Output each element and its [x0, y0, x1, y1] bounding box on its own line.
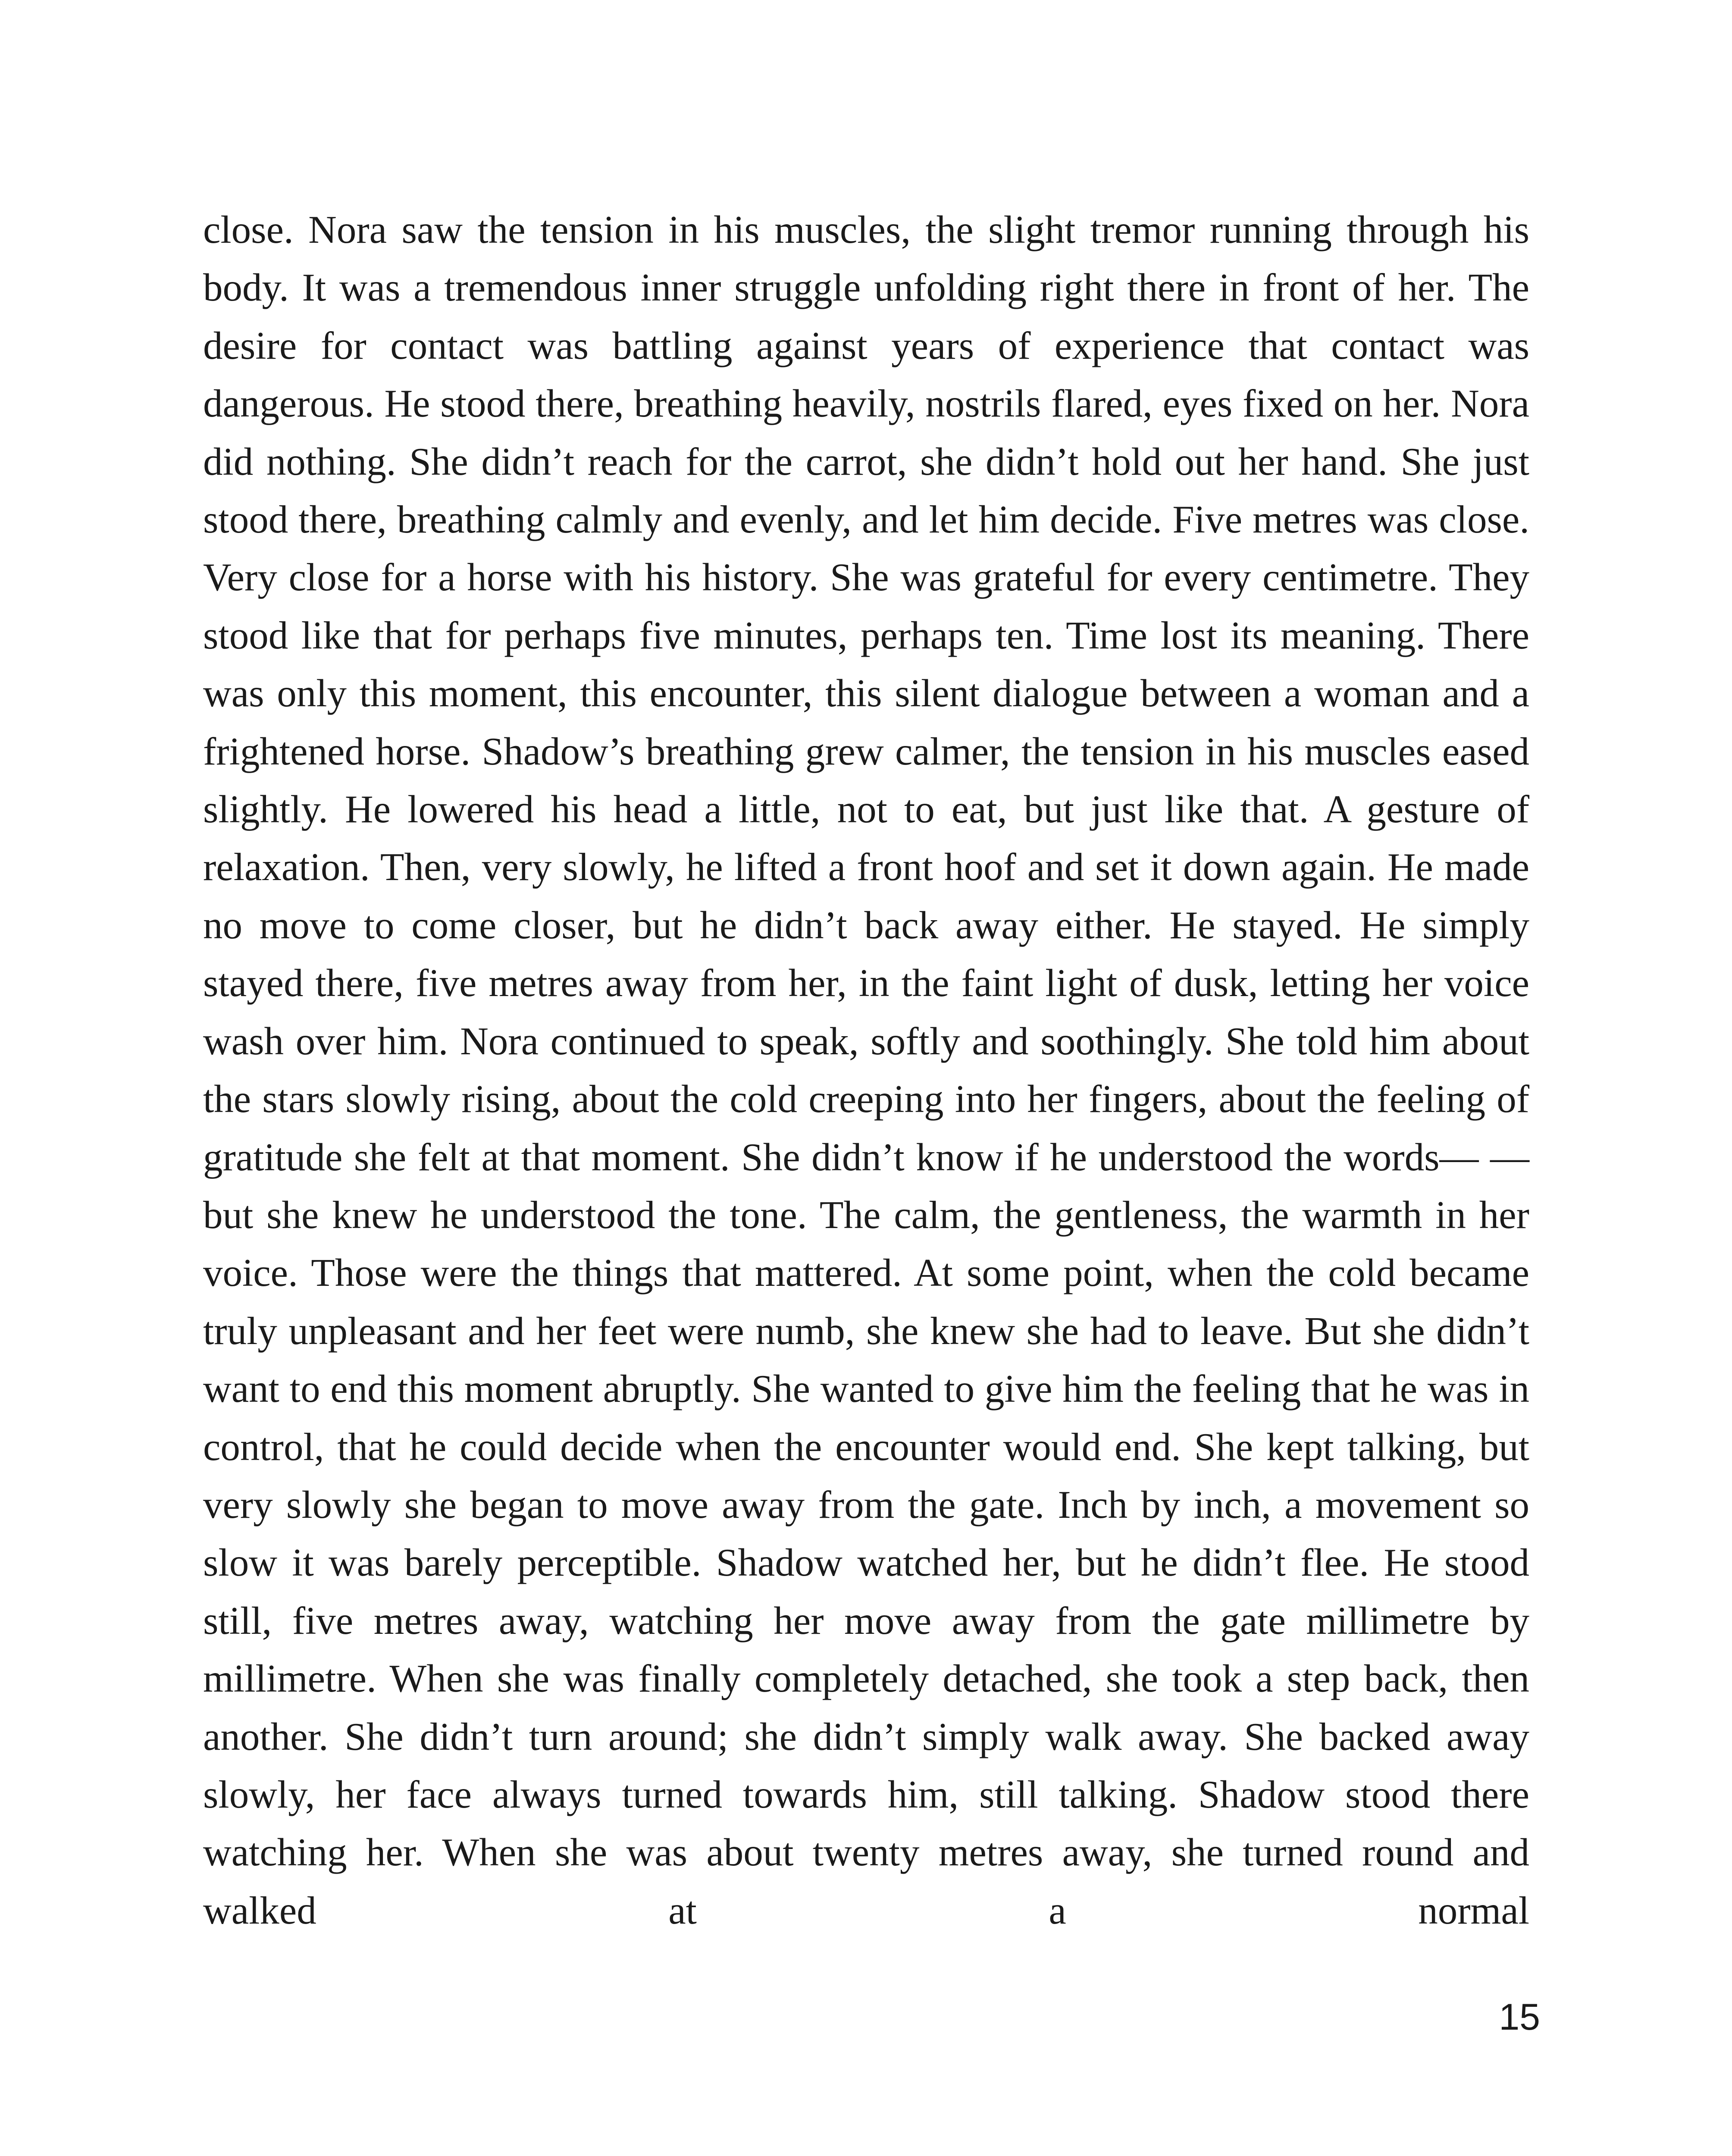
page-number: 15 [1499, 1996, 1540, 2038]
body-paragraph: close. Nora saw the tension in his muscles, the slight tremor running through his body. It was a tremendous inner struggle unfolding right there in front of her. The desire for contact was battling against years of experience that contact was dangerous. He stood there, breathing heavily, nostrils flared, eyes fixed on her. Nora did nothing. She didn’t reach for the carrot, she didn’t hold out her hand. She just stood there, breathing calmly and evenly, and let him decide. Five metres was close. Very close for a horse with his history. She was grateful for every centimetre. They stood like that for perhaps five minutes, perhaps ten. Time lost its meaning. There was only this moment, this encounter, this silent dialogue between a woman and a frightened horse. Shadow’s breathing grew calmer, the tension in his muscles eased slightly. He lowered his head a little, not to eat, but just like that. A gesture of relaxation. Then, very slowly, he lifted a front hoof and set it down again. He made no move to come closer, but he didn’t back away either. He stayed. He simply stayed there, five metres away from her, in the faint light of dusk, letting her voice wash over him. Nora continued to speak, softly and soothingly. She told him about the stars slowly rising, about the cold creeping into her fingers, about the feeling of gratitude she felt at that moment. She didn’t know if he understood the words— —but she knew he understood the tone. The calm, the gentleness, the warmth in her voice. Those were the things that mattered. At some point, when the cold became truly unpleasant and her feet were numb, she knew she had to leave. But she didn’t want to end this moment abruptly. She wanted to give him the feeling that he was in control, that he could decide when the encounter would end. She kept talking, but very slowly she began to move away from the gate. Inch by inch, a movement so slow it was barely perceptible. Shadow watched her, but he didn’t flee. He stood still, five metres away, watching her move away from the gate millimetre by millimetre. When she was finally completely detached, she took a step back, then another. She didn’t turn around; she didn’t simply walk away. She backed away slowly, her face always turned towards him, still talking. Shadow stood there watching her. When she was about twenty metres away, she turned round and walked at a normal [203, 208, 1529, 1932]
